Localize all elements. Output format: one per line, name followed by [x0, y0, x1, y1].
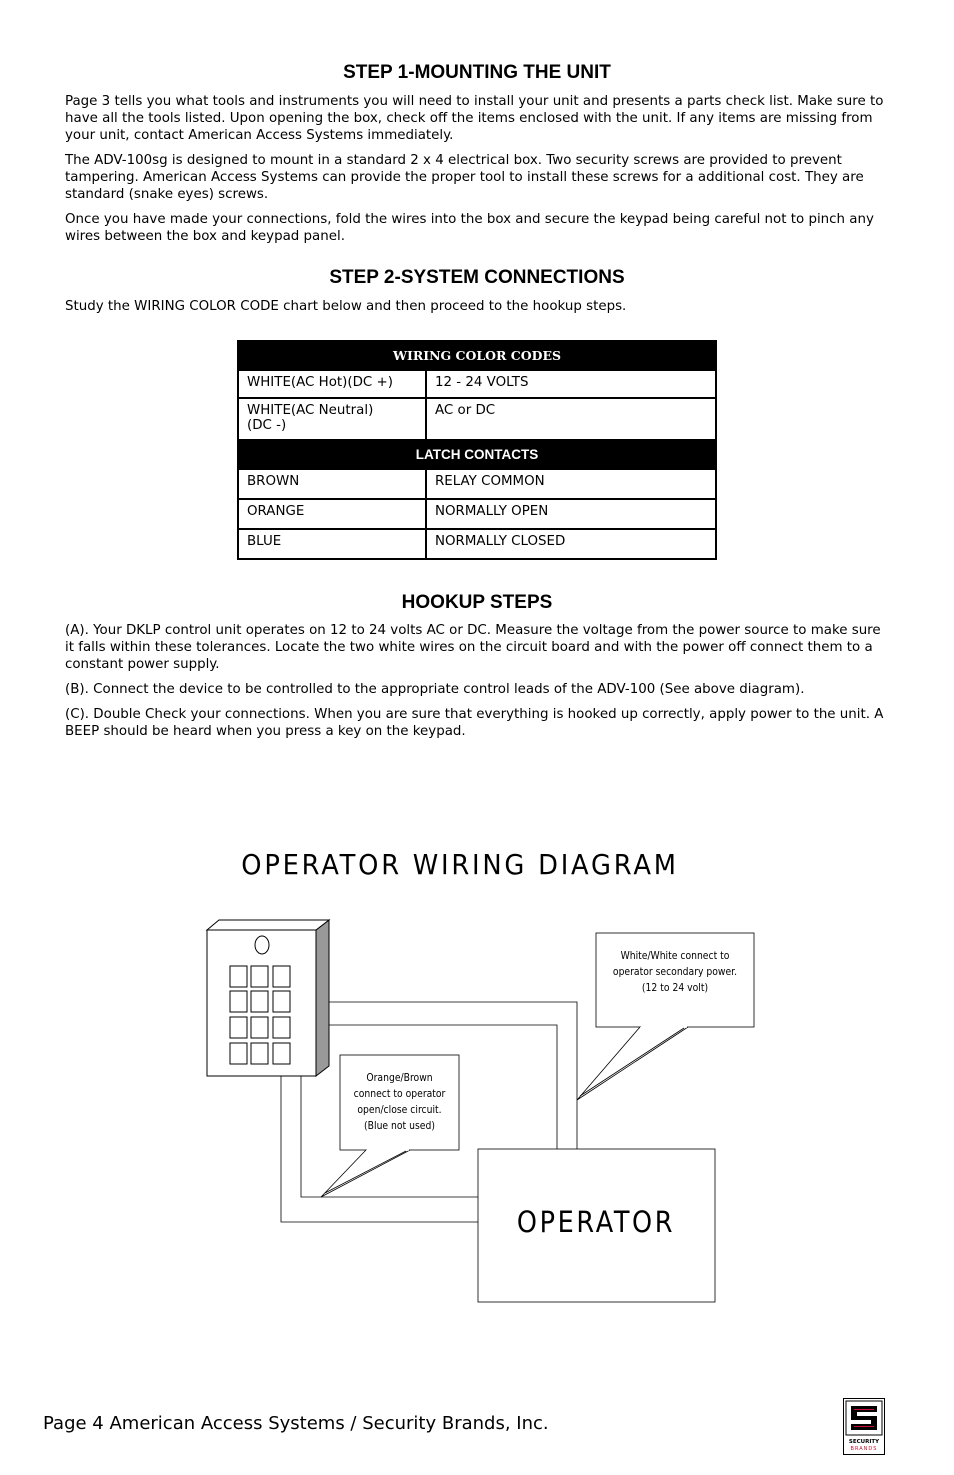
- page-footer: Page 4 American Access Systems / Security Brands, Inc.: [43, 1413, 549, 1434]
- logo-text-top: SECURITY: [848, 1439, 880, 1445]
- keypad-icon: [207, 920, 329, 1076]
- step2-intro: Study the WIRING COLOR CODE chart below and then proceed to the hookup steps.: [65, 299, 627, 314]
- operator-label: OPERATOR: [516, 1205, 676, 1239]
- latch-callout-text: [347, 1070, 452, 1134]
- callout-line: (Blue not used): [364, 1120, 435, 1132]
- wire-name-cell: WHITE(AC Hot)(DC +): [238, 370, 426, 398]
- hookup-step-b: (B). Connect the device to be controlled to the appropriate control leads of the ADV-100 (See above diagram).: [65, 682, 805, 697]
- hookup-title: HOOKUP STEPS: [401, 592, 553, 613]
- step2-title: STEP 2-SYSTEM CONNECTIONS: [329, 267, 625, 288]
- callout-line: Orange/Brown: [366, 1072, 433, 1084]
- wire-desc-cell: NORMALLY OPEN: [426, 499, 716, 529]
- power-callout-text: [605, 948, 744, 996]
- hookup-step-c: (C). Double Check your connections. When you are sure that everything is hooked up correctly, apply power to the unit. A BEEP should be heard when you press a key on the keypad.: [65, 707, 884, 739]
- hookup-step-a: (A). Your DKLP control unit operates on 12 to 24 volts AC or DC. Measure the voltage from the power source to make sure it falls within these tolerances. Locate the two white wires on the circuit board and with the power off connect them to a constant power supply.: [65, 623, 881, 672]
- callout-line: open/close circuit.: [357, 1104, 442, 1116]
- wire-name-cell: BLUE: [238, 529, 426, 559]
- latch-contacts-header: LATCH CONTACTS: [238, 440, 716, 469]
- wire-desc-cell: 12 - 24 VOLTS: [426, 370, 716, 398]
- callout-line: operator secondary power.: [612, 966, 738, 978]
- wire-name-cell: WHITE(AC Neutral) (DC -): [238, 398, 426, 440]
- diagram-title: OPERATOR WIRING DIAGRAM: [241, 848, 679, 881]
- step1-paragraph-3: Once you have made your connections, fold the wires into the box and secure the keypad being careful not to pinch any wires between the box and keypad panel.: [65, 212, 874, 244]
- wire-desc-cell: NORMALLY CLOSED: [426, 529, 716, 559]
- step1-paragraph-2: The ADV-100sg is designed to mount in a standard 2 x 4 electrical box. Two security screws are provided to prevent tampering. American Access Systems can provide the proper tool to install these screws for a additional cost. They are standard (snake eyes) screws.: [65, 153, 864, 202]
- step1-title: STEP 1-MOUNTING THE UNIT: [343, 62, 611, 83]
- callout-line: White/White connect to: [620, 950, 730, 962]
- wiring-table-header: WIRING COLOR CODES: [238, 341, 716, 370]
- security-brands-logo-icon: [843, 1398, 885, 1455]
- wire-desc-cell: RELAY COMMON: [426, 469, 716, 499]
- callout-line: (12 to 24 volt): [641, 982, 709, 994]
- wire-name-cell: ORANGE: [238, 499, 426, 529]
- logo-text-bottom: BRANDS: [850, 1446, 878, 1452]
- wire-name-cell: BROWN: [238, 469, 426, 499]
- step1-paragraph-1: Page 3 tells you what tools and instruments you will need to install your unit and presents a parts check list. Make sure to have all the tools listed. Upon opening the box, check off the items enclosed with the unit. If any items are missing from your unit, contact American Access Systems immediately.: [65, 94, 884, 143]
- wire-desc-cell: AC or DC: [426, 398, 716, 440]
- callout-line: connect to operator: [353, 1088, 446, 1100]
